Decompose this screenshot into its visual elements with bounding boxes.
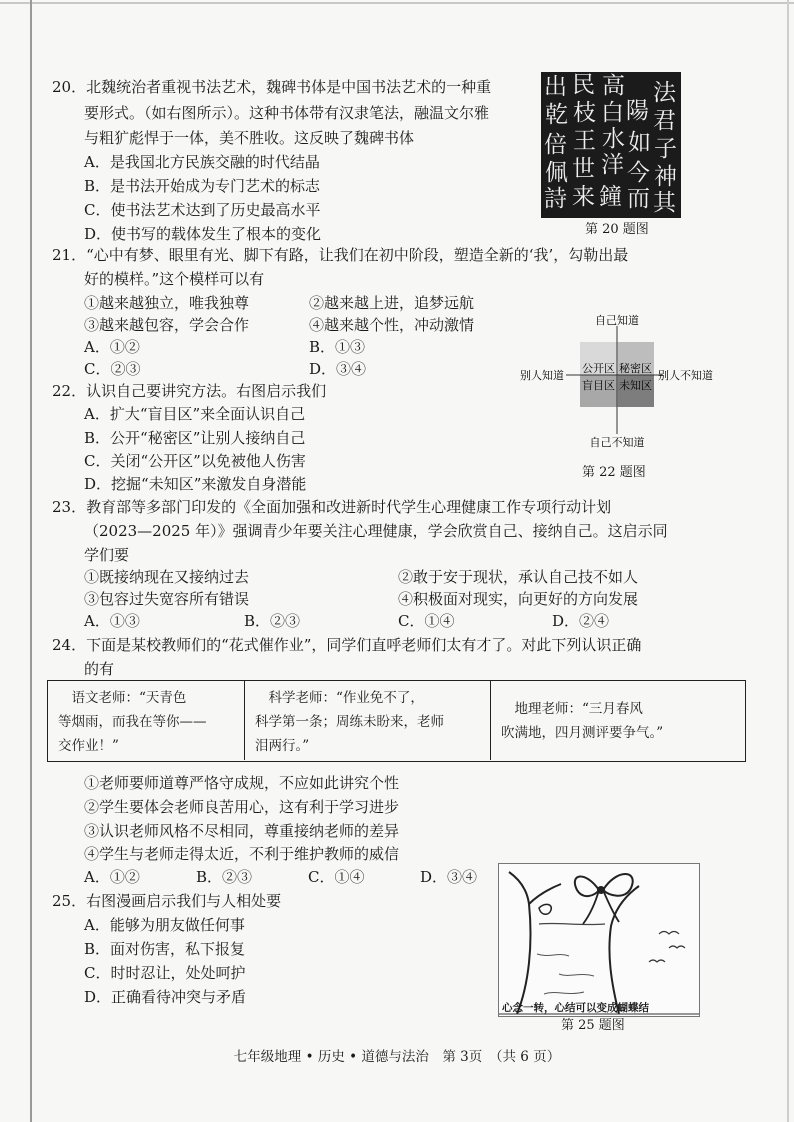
q25-stem: 25．右图漫画启示我们与人相处要	[52, 892, 282, 910]
q20-option-a: A．是我国北方民族交融的时代结晶	[84, 153, 320, 171]
page-footer: 七年级地理 • 历史 • 道德与法治 第 3页 （共 6 页）	[233, 1049, 561, 1065]
q25-option-d: D．正确看待冲突与矛盾	[84, 988, 247, 1006]
q21-option-b: B．①③	[309, 338, 366, 356]
q22-option-b: B．公开“秘密区”让别人接纳自己	[84, 429, 306, 447]
q23-item-3: ③包容过失宽容所有错误	[84, 590, 250, 608]
calligraphy-char: 今	[627, 160, 650, 186]
label-open-area: 公开区	[582, 362, 615, 375]
calligraphy-char: 洋	[601, 152, 624, 178]
calligraphy-char: 王	[573, 128, 596, 154]
q25-option-a: A．能够为朋友做任何事	[84, 916, 245, 934]
q21-option-c: C．②③	[84, 360, 141, 378]
q23-item-4: ④积极面对现实，向更好的方向发展	[398, 590, 639, 608]
cell-line: 交作业！”	[58, 738, 119, 754]
scan-edge-top	[0, 2, 794, 4]
cell-line: 泪两行。”	[255, 738, 310, 754]
cell-line: 科学老师：“作业免不了，	[255, 690, 424, 706]
table-cell-chinese-teacher	[48, 681, 245, 760]
calligraphy-char: 鐘	[599, 184, 622, 210]
bow-right-loop	[603, 874, 633, 896]
bird-icon	[669, 946, 685, 948]
small-knot	[539, 904, 551, 914]
q20-stem-line-2: 要形式。（如右图所示）。这种书体带有汉隶笔法，融温文尔雅	[84, 104, 490, 122]
q21-option-d: D．③④	[309, 360, 367, 378]
q23-stem-line-2: （2023—2025 年）》强调青少年要关注心理健康，学会欣赏自己、接纳自己。这启示同	[84, 522, 668, 540]
tree-trunk-right	[609, 886, 639, 1014]
q20-figure-caption: 第 20 题图	[585, 222, 649, 237]
calligraphy-char: 倍	[544, 132, 567, 158]
label-self-knows: 自己知道	[595, 314, 639, 327]
teacher-quotes-table	[47, 680, 746, 762]
bow-left-loop	[575, 876, 599, 896]
calligraphy-char: 世	[572, 156, 595, 182]
q24-option-a: A．①②	[84, 868, 140, 886]
calligraphy-char: 詩	[544, 186, 567, 212]
cell-line: 吹满地，四月测评要争气。”	[501, 725, 664, 741]
calligraphy-char: 神	[654, 164, 677, 190]
q22-figure-caption: 第 22 题图	[582, 465, 646, 480]
q22-option-c: C．关闭“公开区”以免被他人伤害	[84, 452, 306, 470]
cartoon-drawing	[499, 864, 699, 1016]
q23-option-d: D．②④	[552, 612, 610, 630]
q25-option-b: B．面对伤害，私下报复	[84, 940, 246, 958]
q23-option-c: C．①④	[398, 612, 455, 630]
q24-stem-line-1: 24．下面是某校教师们的“花式催作业”，同学们直呼老师们太有才了。对此下列认识正确	[52, 636, 642, 654]
calligraphy-char: 乾	[545, 102, 568, 128]
butterfly-knot-cartoon	[498, 863, 700, 1017]
q21-item-2: ②越来越上进，追梦远航	[309, 294, 475, 312]
label-blind-area: 盲目区	[582, 379, 615, 392]
q22-option-d: D．挖掘“未知区”来激发自身潜能	[84, 475, 307, 493]
q24-stem-line-2: 的有	[84, 660, 115, 678]
q20-stem-line-1: 20．北魏统治者重视书法艺术，魏碑书体是中国书法艺术的一种重	[52, 78, 492, 96]
calligraphy-char: 法	[653, 80, 676, 106]
calligraphy-char: 枝	[573, 100, 596, 126]
calligraphy-char: 佩	[545, 160, 568, 186]
wei-stele-calligraphy-image	[541, 72, 681, 218]
scan-edge-left	[30, 0, 32, 1122]
calligraphy-char: 出	[544, 74, 567, 100]
q21-stem-line-2: 好的模样。”这个模样可以有	[84, 270, 265, 288]
calligraphy-char: 水	[602, 126, 625, 152]
q23-item-1: ①既接纳现在又接纳过去	[84, 568, 250, 586]
bow-center	[597, 886, 605, 894]
label-unknown-area: 未知区	[619, 379, 652, 392]
calligraphy-char: 君	[653, 108, 676, 134]
tree-bark-texture	[537, 954, 594, 994]
q24-item-3: ③认识老师风格不尽相同，尊重接纳老师的差异	[84, 822, 400, 840]
q20-option-b: B．是书法开始成为专门艺术的标志	[84, 177, 321, 195]
q25-figure-caption: 第 25 题图	[561, 1018, 625, 1033]
calligraphy-char: 子	[654, 136, 677, 162]
q24-option-c: C．①④	[308, 868, 365, 886]
bird-icon	[649, 960, 665, 962]
label-self-unknown: 自己不知道	[589, 436, 645, 449]
calligraphy-char: 来	[572, 184, 595, 210]
calligraphy-char: 其	[653, 190, 676, 216]
q21-item-1: ①越来越独立，唯我独尊	[84, 294, 250, 312]
q24-item-4: ④学生与老师走得太近，不利于维护教师的威信	[84, 845, 400, 863]
calligraphy-char: 如	[628, 130, 651, 156]
q22-option-a: A．扩大“盲目区”来全面认识自己	[84, 405, 306, 423]
q23-option-a: A．①③	[84, 612, 140, 630]
label-others-know: 别人知道	[520, 369, 564, 382]
q21-option-a: A．①②	[84, 338, 140, 356]
q22-stem: 22．认识自己要讲究方法。右图启示我们	[52, 382, 327, 400]
calligraphy-char: 白	[601, 100, 624, 126]
q24-option-b: B．②③	[196, 868, 253, 886]
label-secret-area: 秘密区	[619, 362, 652, 375]
q20-stem-line-3: 与粗犷彪悍于一体，美不胜收。这反映了魏碑书体	[84, 129, 415, 147]
q20-option-d: D．使书写的载体发生了根本的变化	[84, 225, 322, 243]
q23-item-2: ②敢于安于现状，承认自己技不如人	[398, 568, 639, 586]
label-others-unknown: 别人不知道	[658, 369, 713, 382]
calligraphy-char: 陽	[626, 98, 649, 124]
tree-bark-line	[539, 923, 605, 924]
q24-item-1: ①老师要师道尊严恪守成规，不应如此讲究个性	[84, 774, 400, 792]
q24-item-2: ②学生要体会老师良苦用心，这有利于学习进步	[84, 798, 400, 816]
calligraphy-char: 高	[602, 73, 625, 99]
cell-line: 语文老师：“天青色	[58, 690, 187, 706]
q23-option-b: B．②③	[244, 612, 301, 630]
johari-window-diagram	[520, 312, 720, 462]
q21-stem-line-1: 21．“心中有梦、眼里有光、脚下有路，让我们在初中阶段，塑造全新的‘我’，勾勒出最	[52, 246, 629, 264]
table-cell-science-teacher	[245, 681, 491, 760]
q25-option-c: C．时时忍让，处处呵护	[84, 964, 246, 982]
q23-stem-line-1: 23．教育部等多部门印发的《全面加强和改进新时代学生心理健康工作专项行动计划	[52, 498, 612, 516]
table-cell-geography-teacher	[491, 681, 744, 760]
cell-line: 等烟雨，而我在等你——	[58, 714, 207, 730]
bird-icon	[659, 932, 679, 935]
q23-stem-line-3: 学们要	[84, 546, 130, 564]
calligraphy-char: 而	[627, 186, 650, 212]
cartoon-caption: 心念一转，心结可以变成蝴蝶结	[502, 1002, 649, 1014]
scan-edge-right	[787, 0, 789, 1122]
q24-option-d: D．③④	[420, 868, 478, 886]
q20-option-c: C．使书法艺术达到了历史最高水平	[84, 201, 321, 219]
cell-line: 科学第一条；周练未盼来，老师	[255, 714, 444, 730]
q21-item-4: ④越来越个性，冲动激情	[309, 316, 475, 334]
calligraphy-char: 民	[572, 72, 595, 98]
cell-line: 地理老师：“三月春风	[501, 701, 643, 717]
q21-item-3: ③越来越包容，学会合作	[84, 316, 250, 334]
